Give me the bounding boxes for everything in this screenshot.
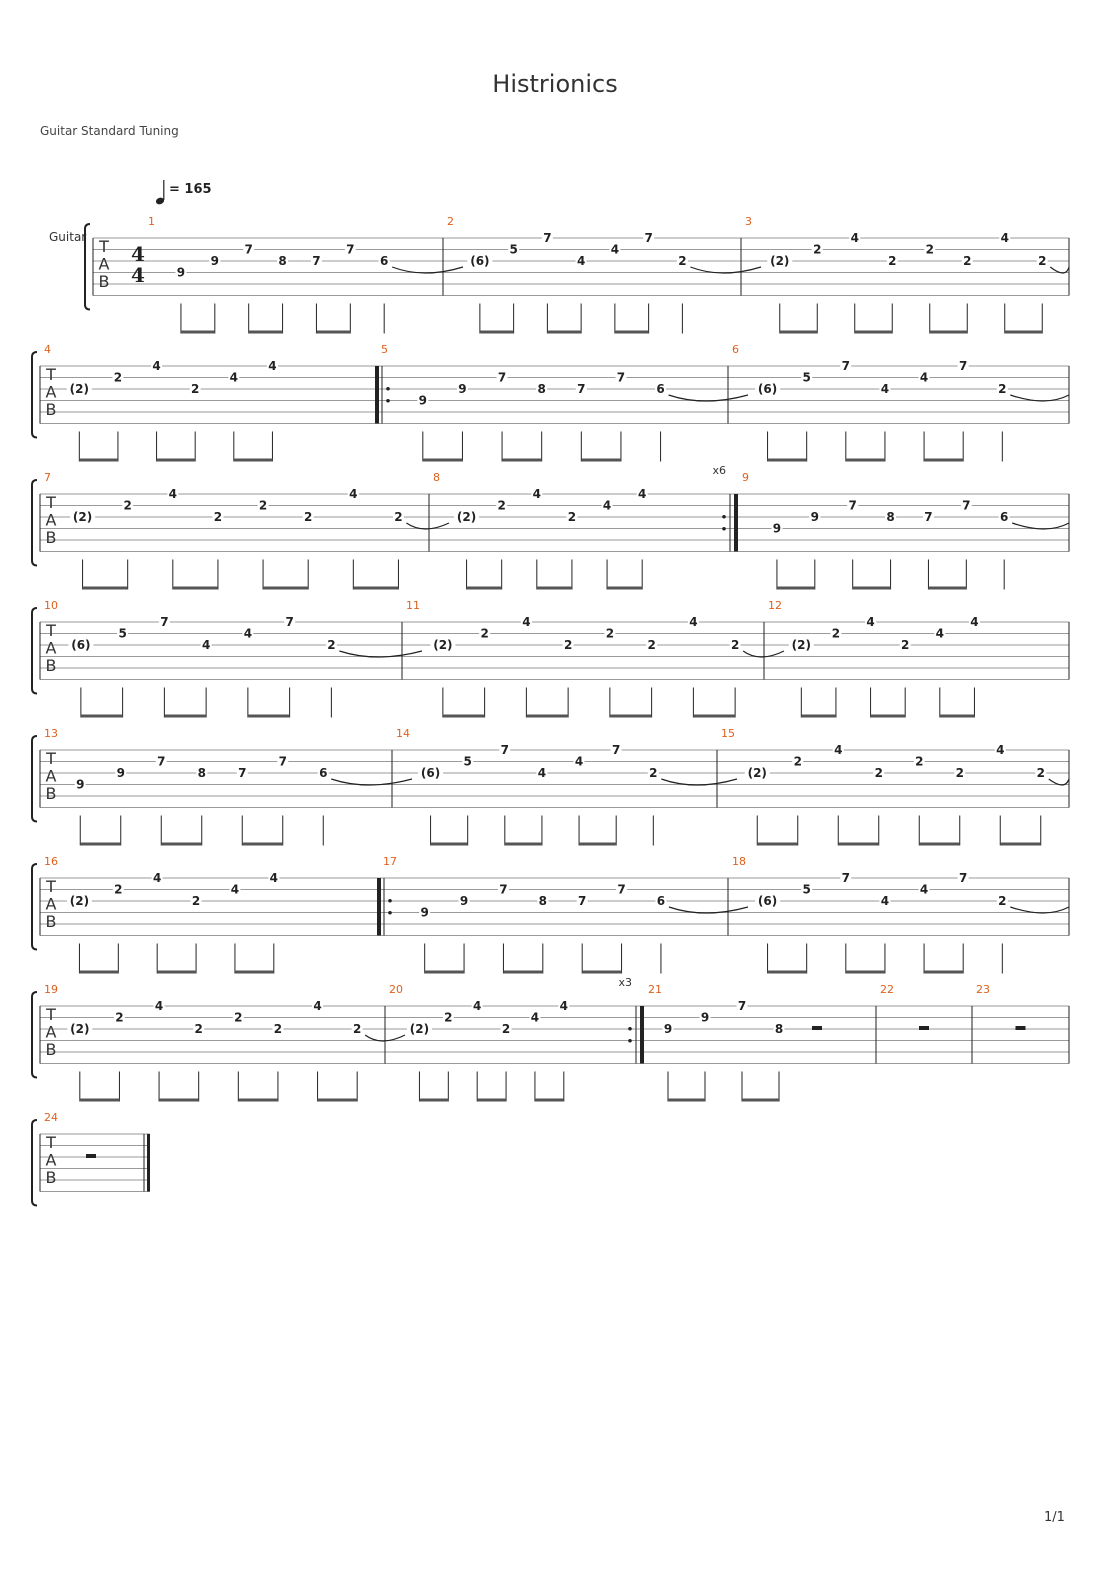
beam: [238, 1099, 278, 1102]
fret-number: 2: [327, 638, 336, 652]
measure-number: 12: [768, 599, 782, 612]
fret-number: 2: [998, 382, 1007, 396]
tab-clef-letter: A: [45, 1022, 57, 1042]
measure-number: 18: [732, 855, 746, 868]
fret-number: 2: [567, 510, 577, 524]
fret-number: 7: [644, 231, 653, 245]
fret-number: (6): [71, 638, 91, 652]
beam: [480, 331, 514, 334]
beam: [83, 587, 128, 590]
beam: [161, 843, 202, 846]
measure-number: 13: [44, 727, 58, 740]
repeat-dot: [722, 527, 726, 531]
fret-number: 2: [113, 370, 123, 385]
fret-number: 7: [238, 766, 247, 780]
measure-number: 22: [880, 983, 894, 996]
fret-number: 2: [394, 510, 403, 524]
fret-number: 4: [473, 999, 482, 1013]
fret-number: 2: [353, 1022, 362, 1036]
tab-clef-letter: B: [45, 1168, 57, 1187]
beam: [579, 843, 616, 846]
fret-number: 2: [304, 510, 313, 524]
tab-clef-letter: A: [45, 1150, 57, 1170]
beam: [768, 971, 807, 974]
fret-number: 2: [115, 1010, 124, 1025]
fret-number: 7: [285, 615, 294, 629]
measure-number: 20: [389, 983, 403, 996]
tab-clef-letter: A: [45, 382, 57, 402]
beam: [425, 971, 464, 974]
fret-number: 4: [1000, 231, 1009, 245]
measure-number: 10: [44, 599, 58, 612]
beam: [547, 331, 581, 334]
beam: [235, 971, 274, 974]
fret-number: 9: [210, 254, 219, 268]
half-rest: [919, 1026, 929, 1030]
fret-number: 4: [996, 743, 1005, 757]
fret-number: 4: [201, 638, 211, 652]
fret-number: 4: [230, 882, 240, 897]
beam: [159, 1099, 199, 1102]
fret-number: 2: [501, 1022, 511, 1036]
fret-number: 7: [543, 231, 552, 245]
beam: [181, 331, 215, 334]
fret-number: 4: [919, 370, 929, 385]
beam: [768, 459, 807, 462]
fret-number: 2: [649, 766, 658, 780]
beam: [157, 971, 196, 974]
fret-number: 4: [559, 999, 568, 1013]
fret-number: 6: [656, 894, 666, 908]
tempo-marking: = 165: [169, 182, 212, 197]
measure-number: 16: [44, 855, 58, 868]
beam: [846, 971, 885, 974]
fret-number: 4: [935, 626, 944, 641]
final-barline-thick: [147, 1134, 150, 1192]
fret-number: 4: [866, 615, 875, 629]
fret-number: 7: [497, 370, 507, 385]
fret-number: 9: [116, 766, 125, 780]
fret-number: 8: [537, 382, 546, 396]
fret-number: 4: [834, 743, 843, 757]
fret-number: 5: [463, 754, 472, 769]
repeat-dot: [628, 1027, 632, 1031]
fret-number: 4: [530, 1010, 540, 1025]
measure-number: 21: [648, 983, 662, 996]
beam: [668, 1099, 705, 1102]
fret-number: (2): [69, 894, 90, 908]
fret-number: 8: [774, 1022, 784, 1036]
fret-number: (2): [791, 638, 811, 652]
fret-number: 4: [689, 615, 698, 629]
measure-number: 15: [721, 727, 735, 740]
fret-number: 7: [616, 370, 626, 385]
fret-number: 7: [737, 999, 747, 1013]
fret-number: 7: [157, 754, 166, 769]
fret-number: 2: [647, 638, 656, 652]
fret-number: 4: [880, 894, 890, 908]
fret-number: 9: [418, 393, 427, 408]
beam: [582, 971, 621, 974]
half-rest: [1016, 1026, 1026, 1030]
fret-number: 2: [888, 254, 897, 268]
fret-number: 2: [813, 242, 822, 257]
fret-number: 2: [963, 254, 972, 268]
measure-number: 8: [433, 471, 440, 484]
beam: [838, 843, 879, 846]
fret-number: 7: [848, 498, 857, 513]
fret-number: 9: [663, 1022, 673, 1036]
fret-number: 4: [638, 487, 647, 501]
beam: [80, 1099, 120, 1102]
beam: [871, 715, 906, 718]
measure-number: 3: [745, 215, 752, 228]
fret-number: 4: [970, 615, 979, 629]
beam: [80, 843, 121, 846]
fret-number: (6): [757, 894, 778, 908]
fret-number: 5: [802, 882, 811, 897]
fret-number: 4: [574, 754, 584, 769]
half-rest: [812, 1026, 822, 1030]
fret-number: 4: [229, 370, 238, 385]
fret-number: 4: [243, 626, 253, 641]
beam: [234, 459, 273, 462]
system-bracket: [32, 992, 37, 1078]
tab-clef-letter: A: [98, 254, 110, 274]
fret-number: 2: [191, 382, 200, 396]
tab-clef-letter: A: [45, 510, 57, 530]
repeat-start-thick: [377, 878, 381, 936]
system-bracket: [85, 224, 90, 310]
beam: [940, 715, 975, 718]
fret-number: 2: [915, 754, 924, 769]
fret-number: 4: [850, 231, 859, 245]
fret-number: 7: [924, 510, 933, 524]
tab-clef-letter: T: [46, 1005, 56, 1024]
tab-clef-letter: B: [45, 784, 57, 803]
fret-number: 7: [959, 871, 968, 885]
instrument-label: Guitar: [49, 230, 87, 244]
fret-number: 2: [114, 882, 123, 897]
measure-number: 17: [383, 855, 397, 868]
fret-number: (2): [433, 638, 453, 652]
measure-number: 11: [406, 599, 420, 612]
repeat-count: x3: [618, 976, 632, 989]
measure-number: 9: [742, 471, 749, 484]
beam: [505, 843, 542, 846]
tab-clef-letter: B: [45, 1040, 57, 1059]
fret-number: 9: [458, 382, 467, 396]
fret-number: 9: [772, 521, 782, 536]
fret-number: 2: [563, 638, 573, 652]
repeat-dot: [386, 399, 390, 403]
time-signature-denominator: 4: [131, 263, 145, 287]
tab-clef-letter: T: [46, 1133, 56, 1152]
beam: [930, 331, 968, 334]
tuning-label: Guitar Standard Tuning: [40, 124, 179, 138]
fret-number: 4: [522, 615, 531, 629]
beam: [846, 459, 885, 462]
system-bracket: [32, 736, 37, 822]
beam: [924, 971, 963, 974]
beam: [780, 331, 818, 334]
beam: [431, 843, 468, 846]
fret-number: 8: [278, 254, 287, 268]
beam: [581, 459, 621, 462]
beam: [537, 587, 572, 590]
beam: [535, 1099, 564, 1102]
repeat-end-thick: [640, 1006, 644, 1064]
beam: [503, 971, 542, 974]
beam: [318, 1099, 358, 1102]
fret-number: 5: [802, 370, 811, 385]
tab-clef-letter: T: [46, 749, 56, 768]
fret-number: 4: [610, 242, 620, 257]
beam: [248, 715, 290, 718]
fret-number: 7: [578, 894, 587, 908]
fret-number: 4: [154, 999, 164, 1013]
system-bracket: [32, 1120, 37, 1206]
fret-number: 7: [244, 242, 253, 257]
fret-number: 7: [499, 882, 508, 897]
beam: [443, 715, 485, 718]
beam: [919, 843, 960, 846]
fret-number: 2: [1038, 254, 1047, 268]
beam: [777, 587, 815, 590]
repeat-dot: [388, 899, 392, 903]
beam: [1000, 843, 1041, 846]
fret-number: 7: [346, 242, 355, 257]
fret-number: 2: [901, 638, 910, 652]
measure-number: 19: [44, 983, 58, 996]
tab-clef-letter: B: [45, 656, 57, 675]
fret-number: 2: [123, 498, 132, 513]
beam: [249, 331, 283, 334]
fret-number: 2: [234, 1010, 243, 1025]
fret-number: 4: [269, 871, 278, 885]
fret-number: 4: [880, 382, 890, 396]
beam: [316, 331, 350, 334]
fret-number: 2: [678, 254, 687, 268]
system-bracket: [32, 608, 37, 694]
tab-clef-letter: T: [46, 365, 56, 384]
tab-clef-letter: T: [99, 237, 109, 256]
repeat-dot: [386, 387, 390, 391]
beam: [157, 459, 196, 462]
beam: [801, 715, 836, 718]
fret-number: 7: [312, 254, 321, 268]
fret-number: 2: [1036, 766, 1045, 780]
measure-number: 14: [396, 727, 410, 740]
tab-clef-letter: T: [46, 877, 56, 896]
repeat-count: x6: [712, 464, 726, 477]
beam: [1005, 331, 1043, 334]
fret-number: 2: [444, 1010, 453, 1025]
fret-number: 4: [919, 882, 929, 897]
beam: [79, 459, 118, 462]
beam: [79, 971, 118, 974]
fret-number: 7: [959, 359, 968, 373]
beam: [477, 1099, 506, 1102]
fret-number: 2: [191, 894, 201, 908]
beam: [164, 715, 206, 718]
system-bracket: [32, 480, 37, 566]
system-bracket: [32, 352, 37, 438]
fret-number: 6: [319, 766, 328, 780]
fret-number: 5: [509, 242, 518, 257]
beam: [928, 587, 966, 590]
tab-clef-letter: A: [45, 638, 57, 658]
system-bracket: [32, 864, 37, 950]
fret-number: 7: [841, 359, 850, 373]
fret-number: 8: [538, 894, 547, 908]
score-title: Histrionics: [492, 70, 618, 98]
fret-number: 7: [577, 382, 586, 396]
fret-number: (2): [72, 510, 93, 524]
repeat-start-thick: [375, 366, 379, 424]
beam: [263, 587, 308, 590]
fret-number: 4: [576, 254, 586, 268]
beam: [853, 587, 891, 590]
tab-clef-letter: A: [45, 894, 57, 914]
beam: [353, 587, 398, 590]
beam: [742, 1099, 779, 1102]
fret-number: 2: [497, 498, 506, 513]
tab-clef-letter: B: [45, 528, 57, 547]
repeat-dot: [388, 911, 392, 915]
measure-number: 4: [44, 343, 51, 356]
tab-clef-letter: B: [98, 272, 110, 291]
tab-clef-letter: B: [45, 400, 57, 419]
fret-number: 2: [194, 1022, 203, 1036]
fret-number: 4: [349, 487, 358, 501]
fret-number: 9: [76, 777, 85, 792]
fret-number: 7: [278, 754, 287, 769]
time-signature-numerator: 4: [131, 242, 145, 266]
fret-number: 4: [313, 999, 322, 1013]
fret-number: 6: [380, 254, 389, 268]
measure-number: 2: [447, 215, 454, 228]
beam: [615, 331, 649, 334]
fret-number: 2: [605, 626, 615, 641]
fret-number: 9: [700, 1010, 710, 1025]
fret-number: 9: [176, 265, 186, 280]
fret-number: (2): [70, 1022, 90, 1036]
fret-number: 6: [1000, 510, 1009, 524]
measure-number: 5: [381, 343, 388, 356]
beam: [607, 587, 642, 590]
fret-number: 4: [602, 498, 612, 513]
fret-number: 4: [168, 487, 177, 501]
fret-number: 2: [874, 766, 883, 780]
beam: [242, 843, 283, 846]
fret-number: 7: [612, 743, 621, 757]
fret-number: 5: [118, 626, 127, 641]
fret-number: 8: [197, 766, 206, 780]
fret-number: 2: [730, 638, 740, 652]
fret-number: 8: [886, 510, 895, 524]
fret-number: 4: [152, 359, 161, 373]
fret-number: 9: [810, 510, 819, 524]
fret-number: 9: [420, 905, 429, 920]
fret-number: 4: [268, 359, 277, 373]
page-number: 1/1: [1044, 1510, 1065, 1525]
fret-number: 7: [617, 882, 626, 897]
fret-number: 2: [480, 626, 489, 641]
fret-number: 4: [537, 766, 547, 780]
tab-clef-letter: A: [45, 766, 57, 786]
beam: [610, 715, 652, 718]
fret-number: 7: [160, 615, 169, 629]
repeat-end-thick: [734, 494, 738, 552]
fret-number: 2: [258, 498, 268, 513]
fret-number: 9: [459, 894, 469, 908]
fret-number: 7: [962, 498, 971, 513]
beam: [924, 459, 963, 462]
beam: [502, 459, 542, 462]
beam: [173, 587, 218, 590]
fret-number: 4: [532, 487, 541, 501]
measure-number: 1: [148, 215, 155, 228]
beam: [467, 587, 502, 590]
fret-number: 7: [841, 871, 850, 885]
fret-number: (2): [409, 1022, 430, 1036]
fret-number: 7: [500, 743, 509, 757]
tab-clef-letter: T: [46, 621, 56, 640]
tab-clef-letter: T: [46, 493, 56, 512]
fret-number: 6: [656, 382, 665, 396]
fret-number: (2): [456, 510, 477, 524]
repeat-dot: [722, 515, 726, 519]
beam: [81, 715, 123, 718]
fret-number: (2): [747, 766, 767, 780]
repeat-dot: [628, 1039, 632, 1043]
fret-number: 2: [925, 242, 934, 257]
beam: [423, 459, 463, 462]
fret-number: (2): [69, 382, 89, 396]
fret-number: (6): [470, 254, 490, 268]
half-rest: [86, 1154, 96, 1158]
fret-number: (2): [770, 254, 790, 268]
fret-number: 4: [153, 871, 162, 885]
beam: [693, 715, 735, 718]
measure-number: 6: [732, 343, 739, 356]
beam: [419, 1099, 448, 1102]
measure-number: 24: [44, 1111, 58, 1124]
fret-number: 2: [955, 766, 964, 780]
measure-number: 23: [976, 983, 990, 996]
tab-clef-letter: B: [45, 912, 57, 931]
measure-number: 7: [44, 471, 51, 484]
beam: [855, 331, 893, 334]
fret-number: (6): [420, 766, 441, 780]
fret-number: (6): [757, 382, 778, 396]
fret-number: 2: [998, 894, 1007, 908]
beam: [526, 715, 568, 718]
fret-number: 2: [831, 626, 841, 641]
fret-number: 2: [793, 754, 802, 769]
fret-number: 2: [213, 510, 223, 524]
fret-number: 2: [273, 1022, 283, 1036]
beam: [757, 843, 798, 846]
